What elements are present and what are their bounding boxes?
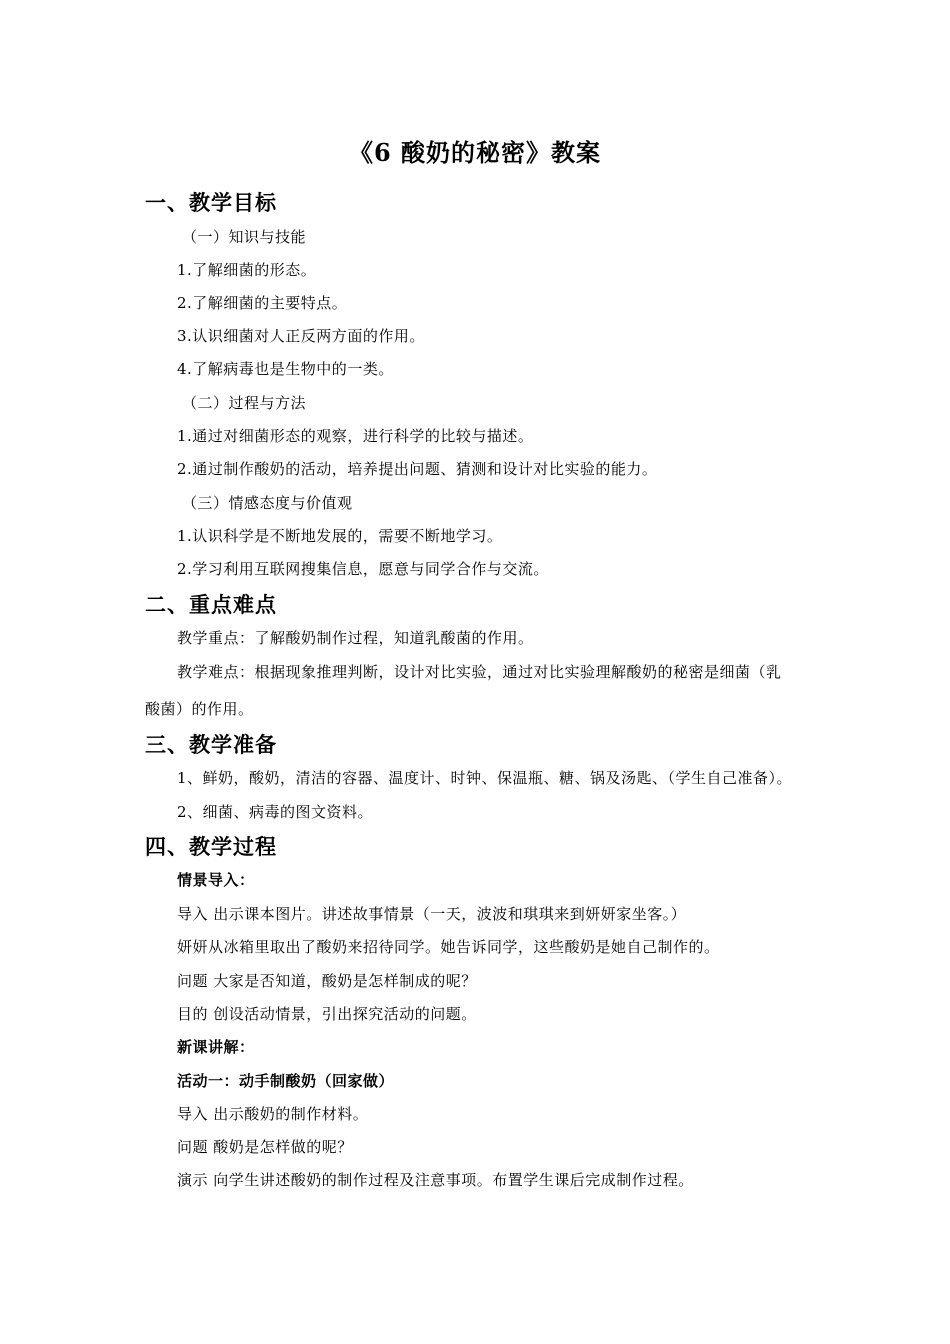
activity1-label: 活动一：动手制酸奶（回家做） xyxy=(177,1072,395,1090)
objective-item: 2.通过制作酸奶的活动，培养提出问题、猜测和设计对比实验的能力。 xyxy=(177,460,658,478)
preparation-item: 2、细菌、病毒的图文资料。 xyxy=(177,803,374,821)
intro-line: 问题 大家是否知道，酸奶是怎样制成的呢？ xyxy=(177,972,477,990)
objective-item: 1.了解细菌的形态。 xyxy=(177,261,317,279)
subheading-attitude: （三）情感态度与价值观 xyxy=(182,494,353,512)
activity1-line: 导入 出示酸奶的制作材料。 xyxy=(177,1105,369,1123)
objective-item: 2.学习利用互联网搜集信息，愿意与同学合作与交流。 xyxy=(177,560,549,578)
intro-label: 情景导入： xyxy=(177,871,255,889)
intro-line: 导入 出示课本图片。讲述故事情景（一天，波波和琪琪来到妍妍家坐客。） xyxy=(177,905,687,923)
key-focus-text: 教学重点：了解酸奶制作过程，知道乳酸菌的作用。 xyxy=(177,629,534,647)
activity1-line: 问题 酸奶是怎样做的呢？ xyxy=(177,1138,353,1156)
key-difficulty-text-cont: 酸菌）的作用。 xyxy=(145,700,254,718)
intro-line: 妍妍从冰箱里取出了酸奶来招待同学。她告诉同学，这些酸奶是她自己制作的。 xyxy=(177,938,720,956)
new-lesson-label: 新课讲解： xyxy=(177,1038,255,1056)
preparation-item: 1、鲜奶，酸奶，清洁的容器、温度计、时钟、保温瓶、糖、锅及汤匙、（学生自己准备）。 xyxy=(177,769,793,787)
section-heading-key-points: 二、重点难点 xyxy=(145,592,277,617)
document-title: 《6 酸奶的秘密》教案 xyxy=(348,138,602,167)
objective-item: 3.认识细菌对人正反两方面的作用。 xyxy=(177,327,425,345)
objective-item: 1.通过对细菌形态的观察，进行科学的比较与描述。 xyxy=(177,427,534,445)
section-heading-objectives: 一、教学目标 xyxy=(145,190,277,215)
subheading-knowledge: （一）知识与技能 xyxy=(182,228,307,246)
subheading-process: （二）过程与方法 xyxy=(182,394,307,412)
intro-line: 目的 创设活动情景，引出探究活动的问题。 xyxy=(177,1005,477,1023)
section-heading-process: 四、教学过程 xyxy=(145,834,277,859)
objective-item: 4.了解病毒也是生物中的一类。 xyxy=(177,360,394,378)
objective-item: 1.认识科学是不断地发展的，需要不断地学习。 xyxy=(177,527,503,545)
section-heading-preparation: 三、教学准备 xyxy=(145,732,277,757)
key-difficulty-text: 教学难点：根据现象推理判断，设计对比实验，通过对比实验理解酸奶的秘密是细菌（乳 xyxy=(177,663,782,681)
objective-item: 2.了解细菌的主要特点。 xyxy=(177,294,348,312)
activity1-line: 演示 向学生讲述酸奶的制作过程及注意事项。布置学生课后完成制作过程。 xyxy=(177,1171,694,1189)
